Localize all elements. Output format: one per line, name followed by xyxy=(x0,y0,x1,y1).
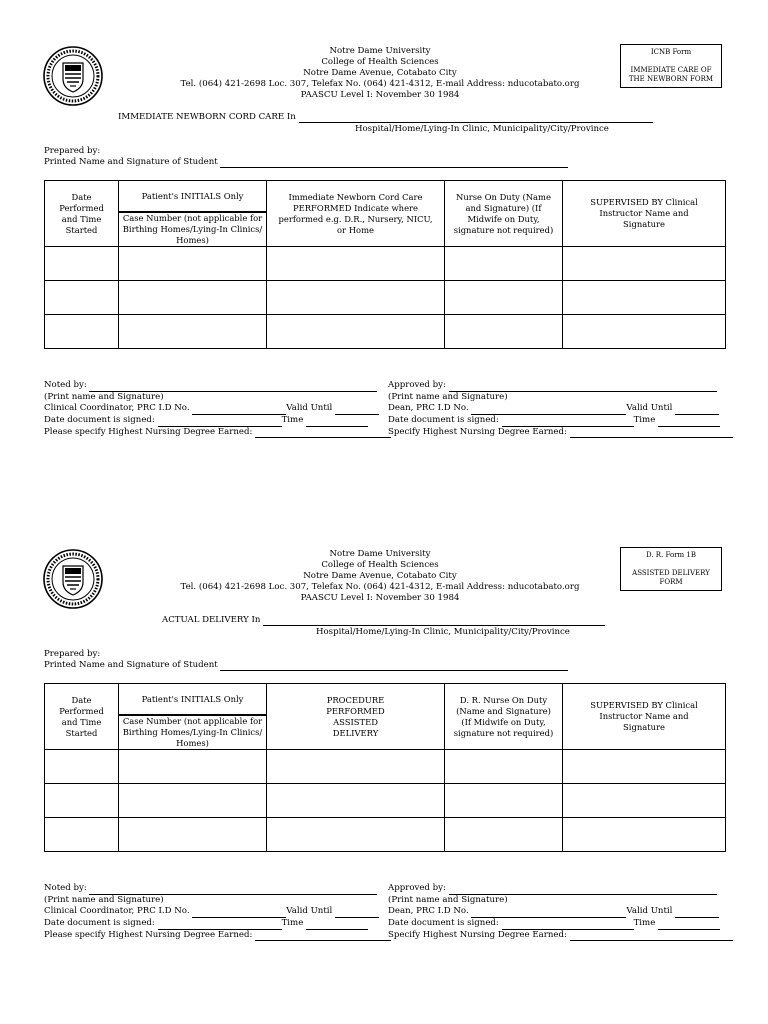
dean-prc-field[interactable] xyxy=(471,908,626,918)
student-name-field[interactable] xyxy=(220,661,568,671)
record-table xyxy=(44,683,726,852)
prepared-by-label: Prepared by: xyxy=(44,146,101,156)
university-name: Notre Dame University xyxy=(329,46,431,56)
form-code: ICNB Form xyxy=(650,48,692,56)
dr-form xyxy=(0,503,768,940)
student-row xyxy=(44,660,568,671)
date-signed-field[interactable] xyxy=(158,920,282,930)
degree-label: Please specify Highest Nursing Degree Earned: xyxy=(44,426,253,437)
date-signed-label: Date document is signed: xyxy=(44,918,155,929)
table-cell[interactable] xyxy=(267,784,445,818)
college-name: College of Health Sciences xyxy=(321,560,439,570)
degree-field[interactable] xyxy=(570,931,733,941)
col-nurse-header: Nurse On Duty (Name and Signature) (If Midwife on Duty, signature not required) xyxy=(445,181,563,247)
student-row xyxy=(44,157,568,168)
col-initials-header: Patient's INITIALS Only xyxy=(119,181,267,213)
col-nurse-header: D. R. Nurse On Duty (Name and Signature) (If Midwife on Duty, signature not required) xyxy=(445,684,563,750)
college-name: College of Health Sciences xyxy=(321,57,439,67)
accreditation: PAASCU Level I: November 30 1984 xyxy=(300,593,460,603)
accreditation: PAASCU Level I: November 30 1984 xyxy=(300,90,460,100)
table-cell[interactable] xyxy=(119,281,267,315)
col-supervisor-header: SUPERVISED BY Clinical Instructor Name and Signature xyxy=(563,684,726,750)
valid-until-label: Valid Until xyxy=(286,906,333,917)
form-code: D. R. Form 1B xyxy=(645,551,697,559)
approved-by-label: Approved by: xyxy=(388,380,446,390)
table-row xyxy=(45,315,726,349)
date-signed-field[interactable] xyxy=(502,417,634,427)
icnb-form xyxy=(0,0,768,437)
noted-by-block xyxy=(44,380,391,438)
table-cell[interactable] xyxy=(267,750,445,784)
table-cell[interactable] xyxy=(45,750,119,784)
student-name-field[interactable] xyxy=(220,158,568,168)
print-name-hint: (Print name and Signature) xyxy=(44,894,164,905)
contact-info: Tel. (064) 421-2698 Loc. 307, Telefax No. (064) 421-4312, E-mail Address: nducotabato.org xyxy=(180,582,580,592)
location-field[interactable] xyxy=(299,113,653,123)
table-cell[interactable] xyxy=(119,750,267,784)
time-label: Time xyxy=(281,918,304,929)
table-cell[interactable] xyxy=(563,281,726,315)
table-cell[interactable] xyxy=(445,784,563,818)
dean-label: Dean, PRC I.D No. xyxy=(388,403,469,414)
col-date-header: Date Performed and Time Started xyxy=(45,181,119,247)
degree-label: Specify Highest Nursing Degree Earned: xyxy=(388,426,567,437)
degree-field[interactable] xyxy=(255,428,391,438)
university-name: Notre Dame University xyxy=(329,549,431,559)
table-cell[interactable] xyxy=(267,818,445,852)
prc-id-field[interactable] xyxy=(192,405,286,415)
approved-by-label: Approved by: xyxy=(388,883,446,893)
table-cell[interactable] xyxy=(563,247,726,281)
table-cell[interactable] xyxy=(119,247,267,281)
record-table xyxy=(44,180,726,349)
table-cell[interactable] xyxy=(445,247,563,281)
table-row xyxy=(45,281,726,315)
table-cell[interactable] xyxy=(119,315,267,349)
table-cell[interactable] xyxy=(45,784,119,818)
table-cell[interactable] xyxy=(45,247,119,281)
date-signed-field[interactable] xyxy=(502,920,634,930)
approved-by-field[interactable] xyxy=(449,885,717,895)
time-field[interactable] xyxy=(658,417,720,427)
table-cell[interactable] xyxy=(563,784,726,818)
table-cell[interactable] xyxy=(563,750,726,784)
table-cell[interactable] xyxy=(563,818,726,852)
table-row xyxy=(45,784,726,818)
table-cell[interactable] xyxy=(445,315,563,349)
table-row xyxy=(45,247,726,281)
noted-by-field[interactable] xyxy=(89,382,377,392)
print-name-hint: (Print name and Signature) xyxy=(388,391,508,402)
valid-until-label: Valid Until xyxy=(286,403,333,414)
valid-until-label: Valid Until xyxy=(626,403,673,414)
university-seal-icon xyxy=(43,46,103,106)
date-signed-label: Date document is signed: xyxy=(388,415,499,426)
valid-until-field[interactable] xyxy=(335,405,379,415)
approved-by-block xyxy=(388,380,733,438)
location-hint: Hospital/Home/Lying-In Clinic, Municipality/City/Province xyxy=(316,627,570,637)
form-title: IMMEDIATE CARE OF THE NEWBORN FORM xyxy=(628,66,714,83)
form-code-box xyxy=(620,44,722,88)
approved-by-block xyxy=(388,883,733,941)
location-hint: Hospital/Home/Lying-In Clinic, Municipality/City/Province xyxy=(355,124,609,134)
table-cell[interactable] xyxy=(119,818,267,852)
approved-by-field[interactable] xyxy=(449,382,717,392)
time-field[interactable] xyxy=(306,417,368,427)
table-cell[interactable] xyxy=(445,818,563,852)
time-field[interactable] xyxy=(306,920,368,930)
table-row xyxy=(45,818,726,852)
noted-by-label: Noted by: xyxy=(44,883,87,893)
institution-header xyxy=(180,46,580,101)
valid-until-field[interactable] xyxy=(675,908,719,918)
address: Notre Dame Avenue, Cotabato City xyxy=(303,68,457,78)
location-label: ACTUAL DELIVERY In xyxy=(162,615,261,625)
degree-label: Please specify Highest Nursing Degree Earned: xyxy=(44,929,253,940)
table-cell[interactable] xyxy=(45,281,119,315)
dean-prc-field[interactable] xyxy=(471,405,626,415)
col-procedure-header: Immediate Newborn Cord Care PERFORMED Indicate where performed e.g. D.R., Nursery, NICU, or Home xyxy=(267,181,445,247)
dean-label: Dean, PRC I.D No. xyxy=(388,906,469,917)
date-signed-label: Date document is signed: xyxy=(44,415,155,426)
location-label: IMMEDIATE NEWBORN CORD CARE In xyxy=(118,112,296,122)
time-label: Time xyxy=(633,918,656,929)
valid-until-field[interactable] xyxy=(335,908,379,918)
location-row xyxy=(118,112,653,123)
col-procedure-header: PROCEDURE PERFORMED ASSISTED DELIVERY xyxy=(267,684,445,750)
student-label: Printed Name and Signature of Student xyxy=(44,660,218,670)
form-code-box xyxy=(620,547,722,591)
col-case-header: Case Number (not applicable for Birthing Homes/Lying-In Clinics/ Homes) xyxy=(119,212,267,247)
noted-by-block xyxy=(44,883,391,941)
table-cell[interactable] xyxy=(445,281,563,315)
noted-by-label: Noted by: xyxy=(44,380,87,390)
prepared-by-label: Prepared by: xyxy=(44,649,101,659)
table-cell[interactable] xyxy=(563,315,726,349)
form-title: ASSISTED DELIVERY FORM xyxy=(632,569,710,586)
degree-field[interactable] xyxy=(255,931,391,941)
location-field[interactable] xyxy=(263,616,605,626)
col-case-header: Case Number (not applicable for Birthing Homes/Lying-In Clinics/ Homes) xyxy=(119,715,267,750)
prc-id-field[interactable] xyxy=(192,908,286,918)
table-cell[interactable] xyxy=(267,247,445,281)
col-supervisor-header: SUPERVISED BY Clinical Instructor Name and Signature xyxy=(563,181,726,247)
date-signed-field[interactable] xyxy=(158,417,282,427)
university-seal-icon xyxy=(43,549,103,609)
table-cell[interactable] xyxy=(45,818,119,852)
print-name-hint: (Print name and Signature) xyxy=(44,391,164,402)
noted-by-field[interactable] xyxy=(89,885,377,895)
coordinator-label: Clinical Coordinator, PRC I.D No. xyxy=(44,906,190,917)
table-cell[interactable] xyxy=(45,315,119,349)
print-name-hint: (Print name and Signature) xyxy=(388,894,508,905)
coordinator-label: Clinical Coordinator, PRC I.D No. xyxy=(44,403,190,414)
valid-until-label: Valid Until xyxy=(626,906,673,917)
valid-until-field[interactable] xyxy=(675,405,719,415)
table-cell[interactable] xyxy=(445,750,563,784)
time-label: Time xyxy=(281,415,304,426)
table-cell[interactable] xyxy=(119,784,267,818)
time-label: Time xyxy=(633,415,656,426)
institution-header xyxy=(180,549,580,604)
col-date-header: Date Performed and Time Started xyxy=(45,684,119,750)
table-cell[interactable] xyxy=(267,281,445,315)
degree-label: Specify Highest Nursing Degree Earned: xyxy=(388,929,567,940)
col-initials-header: Patient's INITIALS Only xyxy=(119,684,267,716)
time-field[interactable] xyxy=(658,920,720,930)
table-row xyxy=(45,750,726,784)
student-label: Printed Name and Signature of Student xyxy=(44,157,218,167)
date-signed-label: Date document is signed: xyxy=(388,918,499,929)
table-cell[interactable] xyxy=(267,315,445,349)
contact-info: Tel. (064) 421-2698 Loc. 307, Telefax No. (064) 421-4312, E-mail Address: nducotabato.org xyxy=(180,79,580,89)
address: Notre Dame Avenue, Cotabato City xyxy=(303,571,457,581)
degree-field[interactable] xyxy=(570,428,733,438)
location-row xyxy=(162,615,605,626)
